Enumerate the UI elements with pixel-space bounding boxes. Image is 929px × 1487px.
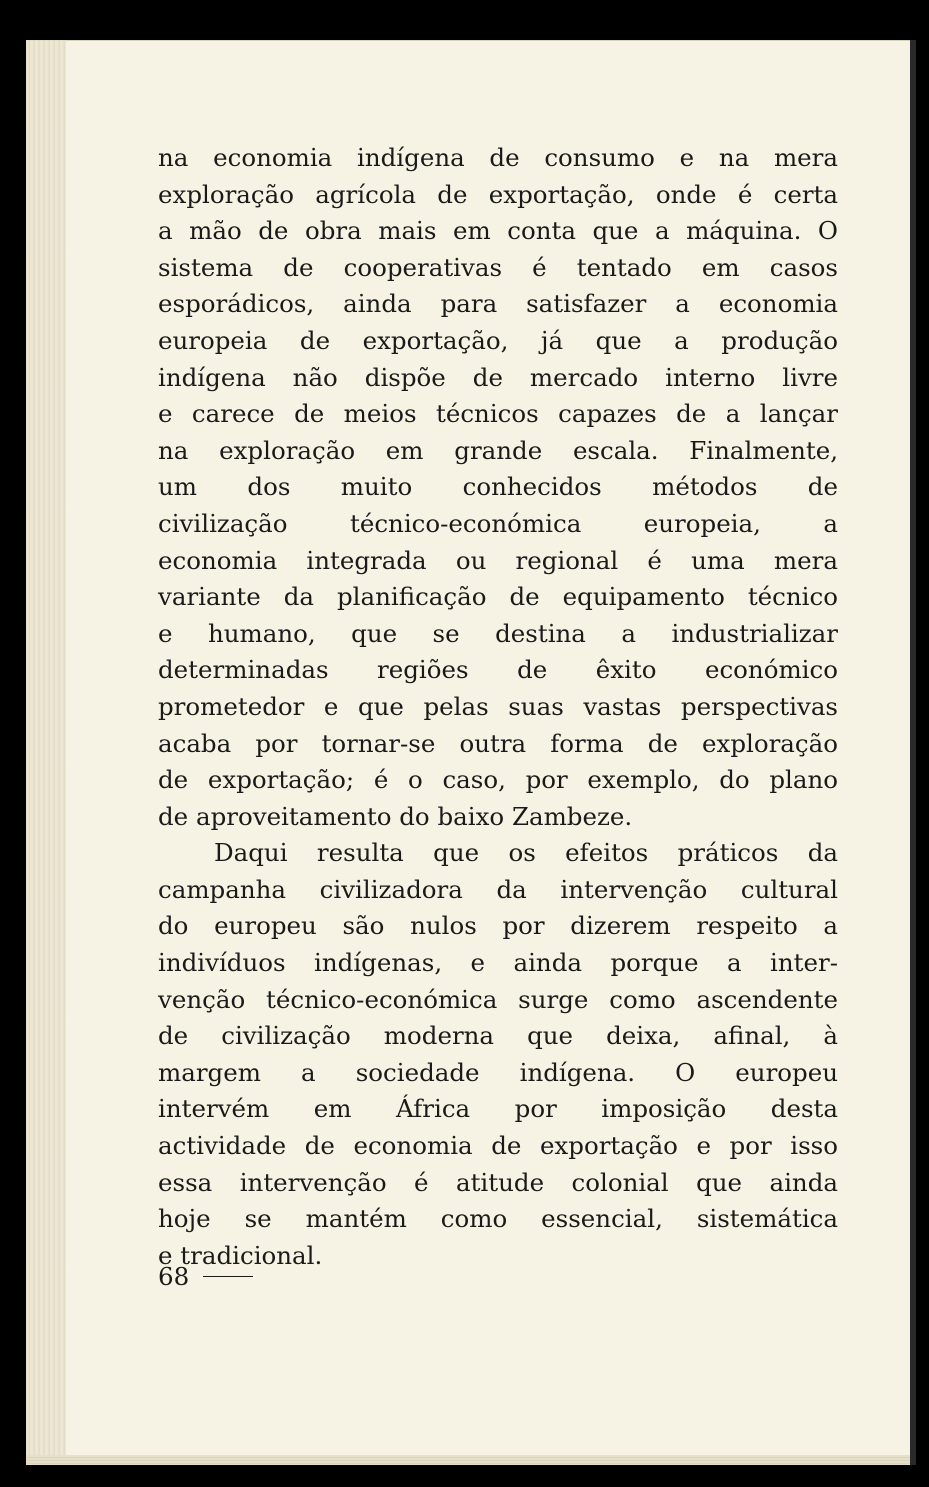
text-line: intervém em África por imposição desta <box>158 1094 838 1124</box>
text-line: determinadas regiões de êxito económico <box>158 655 838 685</box>
text-line: na exploração em grande escala. Finalmente, <box>158 435 838 465</box>
binding-edge <box>910 40 916 1465</box>
text-line: de civilização moderna que deixa, afinal, à <box>158 1021 838 1051</box>
text-line: economia integrada ou regional é uma mera <box>158 545 838 575</box>
body-text <box>158 140 838 1274</box>
text-line: hoje se mantém como essencial, sistemática <box>158 1204 838 1234</box>
text-line: do europeu são nulos por dizerem respeito a <box>158 911 838 941</box>
footer-rule <box>203 1276 253 1277</box>
text-line: de exportação; é o caso, por exemplo, do plano <box>158 765 838 795</box>
page-footer <box>158 1262 253 1291</box>
text-line: e humano, que se destina a industrializar <box>158 618 838 648</box>
text-line: esporádicos, ainda para satisfazer a economia <box>158 289 838 319</box>
text-line: venção técnico-económica surge como ascendente <box>158 984 838 1014</box>
text-line: na economia indígena de consumo e na mera <box>158 143 838 172</box>
text-line: a mão de obra mais em conta que a máquina. O <box>158 216 838 246</box>
text-line: margem a sociedade indígena. O europeu <box>158 1057 838 1087</box>
text-line: actividade de economia de exportação e por isso <box>158 1131 838 1161</box>
text-line: indígena não dispõe de mercado interno livre <box>158 362 838 392</box>
page-bottom-edge <box>26 1455 914 1465</box>
text-line: sistema de cooperativas é tentado em casos <box>158 252 838 282</box>
text-line: variante da planificação de equipamento técnico <box>158 582 838 612</box>
text-line: exploração agrícola de exportação, onde é certa <box>158 179 838 209</box>
text-line: prometedor e que pelas suas vastas perspectivas <box>158 691 838 721</box>
text-line: civilização técnico-económica europeia, a <box>158 508 838 538</box>
text-line: e carece de meios técnicos capazes de a lançar <box>158 399 838 429</box>
text-line: e tradicional. <box>158 1240 323 1270</box>
text-line: essa intervenção é atitude colonial que ainda <box>158 1167 838 1197</box>
text-line: indivíduos indígenas, e ainda porque a inter- <box>158 948 838 978</box>
text-line: Daqui resulta que os efeitos práticos da <box>214 838 838 868</box>
text-line: campanha civilizadora da intervenção cultural <box>158 874 838 904</box>
text-line: um dos muito conhecidos métodos de <box>158 472 838 502</box>
text-line: acaba por tornar-se outra forma de exploração <box>158 728 838 758</box>
page-number: 68 <box>158 1262 190 1291</box>
text-line: de aproveitamento do baixo Zambeze. <box>158 801 633 831</box>
page-stack-edge <box>26 40 66 1465</box>
text-line: europeia de exportação, já que a produção <box>158 325 838 355</box>
